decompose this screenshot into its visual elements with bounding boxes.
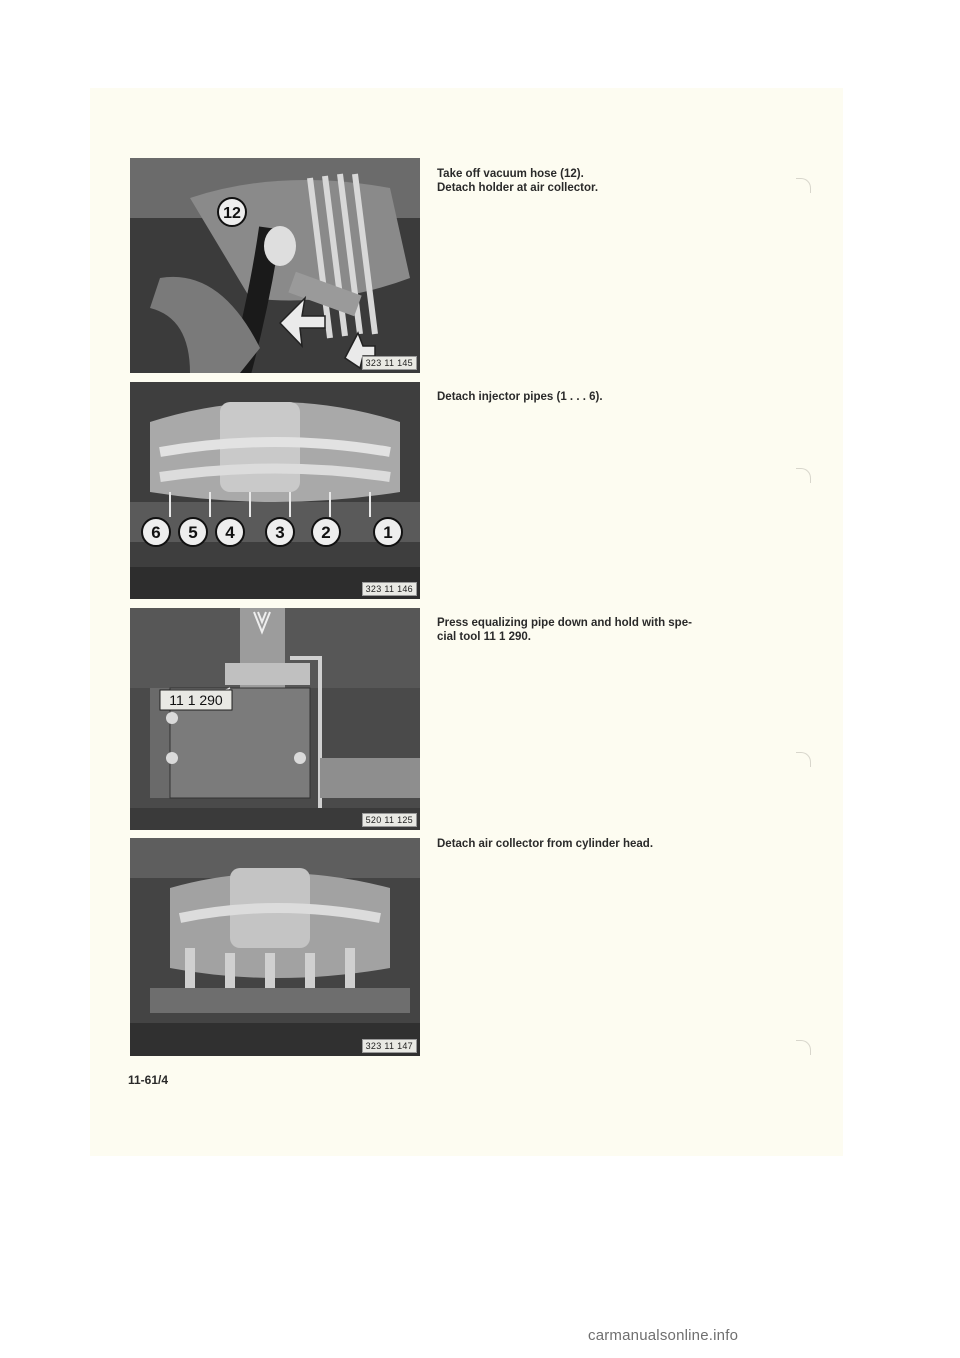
photo-id: 323 11 145: [362, 356, 417, 370]
photo-id: 323 11 146: [362, 582, 417, 596]
step-line: Press equalizing pipe down and hold with spe-: [437, 617, 692, 629]
photo-vacuum-hose: [130, 158, 420, 373]
photo-equalizing-pipe: [130, 608, 420, 830]
step-line: cial tool 11 1 290.: [437, 631, 531, 643]
page-number: 11-61/4: [128, 1073, 169, 1087]
tool-label: 11 1 290: [169, 692, 223, 708]
step-line: Detach air collector from cylinder head.: [437, 838, 654, 850]
step-text: [437, 616, 757, 644]
step-line: Detach holder at air collector.: [437, 182, 599, 194]
callout-pipe: 1: [383, 523, 393, 542]
watermark: carmanualsonline.info: [588, 1327, 739, 1344]
step-line: Take off vacuum hose (12).: [437, 168, 584, 180]
photo-id: 323 11 147: [362, 1039, 417, 1053]
step-line: Detach injector pipes (1 . . . 6).: [437, 391, 603, 403]
step-text: [437, 390, 757, 404]
photo-air-collector-image: [130, 838, 420, 1056]
callout-pipe: 2: [321, 523, 331, 542]
photo-injector-pipes-image: [130, 382, 420, 599]
photo-equalizing-pipe-image: [130, 608, 420, 830]
callout-12: 12: [223, 205, 241, 222]
step-text: [437, 837, 757, 851]
photo-vacuum-hose-image: [130, 158, 420, 373]
callout-pipe: 3: [275, 523, 285, 542]
callout-pipe: 4: [225, 523, 235, 542]
step-text: [437, 167, 757, 195]
photo-injector-pipes: [130, 382, 420, 599]
photo-air-collector: [130, 838, 420, 1056]
callout-pipe: 5: [188, 523, 198, 542]
photo-id: 520 11 125: [362, 813, 417, 827]
callout-pipe: 6: [151, 523, 161, 542]
